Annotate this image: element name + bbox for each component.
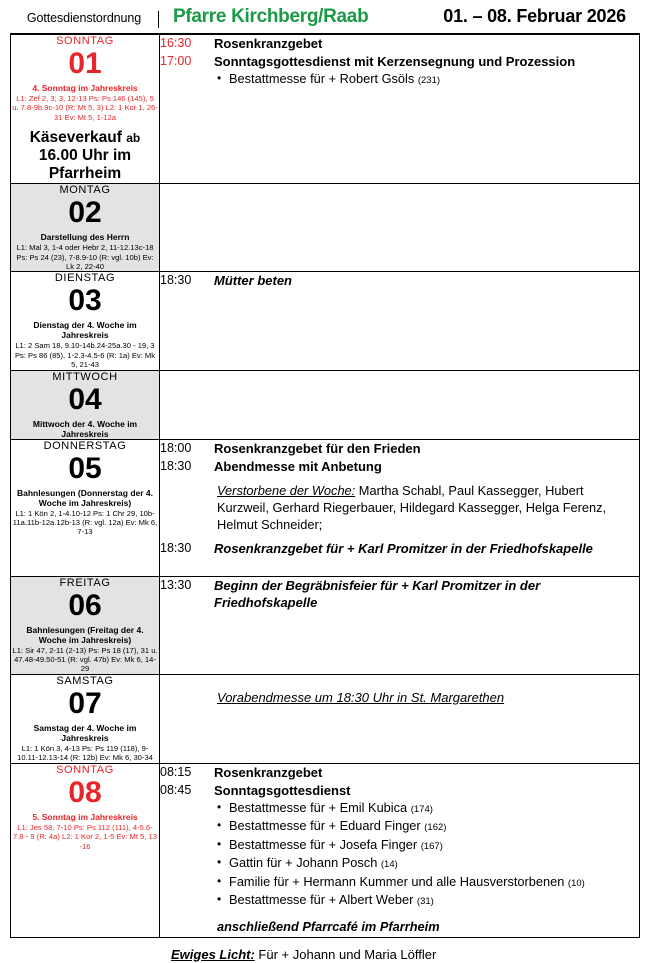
daycell-08 xyxy=(11,763,160,937)
day-name: MITTWOCH xyxy=(52,370,118,383)
intention-number: (162) xyxy=(424,822,447,834)
table-row xyxy=(11,674,640,763)
deceased-of-week xyxy=(217,482,639,533)
day-name: DIENSTAG xyxy=(54,272,116,285)
event-text: Beginn der Begräbnisfeier für + Karl Promitzer in der Friedhofskapelle xyxy=(214,577,541,610)
day-number: 03 xyxy=(68,284,102,318)
special-announcement xyxy=(11,129,159,183)
list-item xyxy=(217,818,639,837)
feast-name: Bahnlesungen (Freitag der 4. Woche im Jahreskreis) xyxy=(26,624,144,645)
readings-text: L1: Mal 3, 1-4 oder Hebr 2, 11-12.13c-18 Ps: Ps 24 (23), 7-8.9-10 (R: vgl. 10b) Ev: Lk 2, 22-40 xyxy=(16,243,154,272)
list-item xyxy=(217,874,639,893)
event-row xyxy=(160,458,639,475)
special-main: Käseverkauf xyxy=(29,129,122,147)
event-row xyxy=(160,577,639,611)
day-name: MONTAG xyxy=(59,184,111,197)
event-text: Sonntagsgottesdienst mit Kerzensegnung und Prozession xyxy=(214,54,576,69)
day-number: 01 xyxy=(68,47,102,80)
day-name: SONNTAG xyxy=(56,35,114,47)
feast-name: Bahnlesungen (Donnerstag der 4. Woche im Jahreskreis) xyxy=(16,487,154,508)
page-header xyxy=(10,6,640,34)
daycell-06 xyxy=(11,576,160,674)
feast-name: 5. Sonntag im Jahreskreis xyxy=(32,811,138,822)
event-row xyxy=(160,764,639,781)
deceased-label: Verstorbene der Woche: xyxy=(217,482,356,498)
event-time: 18:30 xyxy=(160,273,192,288)
event-time: 17:00 xyxy=(160,54,192,68)
day-name: DONNERSTAG xyxy=(43,439,127,452)
intention-text: Bestattmesse für + Eduard Finger xyxy=(229,818,421,834)
readings-text: L1: 1 Kön 2, 1-4.10-12 Ps: 1 Chr 29, 10b-11a.11b-12a.12b-13 (R: vgl. 12a) Ev: Mk 6, 7-13 xyxy=(12,508,158,537)
event-row xyxy=(160,53,639,70)
list-item xyxy=(217,837,639,856)
content-02 xyxy=(160,184,640,272)
table-row xyxy=(11,35,640,184)
parish-title: Pfarre Kirchberg/Raab xyxy=(173,6,369,27)
day-number: 04 xyxy=(68,382,102,416)
deceased-names: Martha Schabl, Paul Kassegger, Hubert Kurzweil, Gerhard Riegerbauer, Hildegard Kassegger, Helga Ferenz, Helmut Schneider; xyxy=(217,482,607,532)
content-03 xyxy=(160,272,640,370)
event-text: Rosenkranzgebet für den Frieden xyxy=(214,440,421,456)
table-row xyxy=(11,370,640,439)
date-range: 01. – 08. Februar 2026 xyxy=(443,6,626,26)
daycell-03 xyxy=(11,272,160,370)
intention-text: Bestattmesse für + Emil Kubica xyxy=(229,799,408,815)
content-08 xyxy=(160,763,640,937)
daycell-02 xyxy=(11,184,160,272)
event-text: Mütter beten xyxy=(214,273,292,289)
intention-number: (167) xyxy=(420,840,443,852)
table-row xyxy=(11,576,640,674)
intention-number: (10) xyxy=(567,877,585,889)
event-text: Rosenkranzgebet xyxy=(214,764,323,780)
day-number: 07 xyxy=(68,686,102,720)
feast-name: Dienstag der 4. Woche im Jahreskreis xyxy=(33,320,137,341)
event-time: 08:45 xyxy=(160,782,192,797)
intention-text: Bestattmesse für + Robert Gsöls xyxy=(229,71,415,86)
intention-number: (174) xyxy=(410,803,433,815)
list-item xyxy=(217,855,639,874)
day-number: 05 xyxy=(68,451,102,485)
day-name: FREITAG xyxy=(59,576,111,589)
special-small: ab xyxy=(126,131,141,146)
readings-text: L1: Sir 47, 2-11 (2-13) Ps: Ps 18 (17), 31 u. 47.48-49.50-51 (R: vgl. 47b) Ev: Mk 6, 14-29 xyxy=(12,645,158,674)
daycell-07 xyxy=(11,674,160,763)
readings-text: L1: 2 Sam 18, 9.10-14b.24-25a.30 - 19, 3 Ps: Ps 86 (85), 1-2.3-4.5-6 (R: 1a) Ev: Mk 5, 21-43 xyxy=(14,341,156,370)
intention-text: Gattin für + Johann Posch xyxy=(229,855,378,871)
eternal-light-label: Ewiges Licht: xyxy=(171,946,255,962)
event-time: 18:30 xyxy=(160,540,192,555)
event-time: 18:00 xyxy=(160,440,192,455)
event-row xyxy=(160,440,639,457)
event-time: 08:15 xyxy=(160,764,192,779)
intention-text: Familie für + Hermann Kummer und alle Hausverstorbenen xyxy=(229,873,565,889)
table-row xyxy=(11,763,640,937)
content-05 xyxy=(160,439,640,576)
readings-text: L1: Jes 58, 7-10 Ps: Ps 112 (111), 4-5.6-7.8 - 9 (R: 4a) L2: 1 Kor 2, 1-5 Ev: Mt 5, 13 -16 xyxy=(13,822,157,851)
table-row xyxy=(11,272,640,370)
after-service-note: anschließend Pfarrcafé im Pfarrheim xyxy=(217,918,440,934)
event-row xyxy=(160,782,639,799)
event-text: Sonntagsgottesdienst xyxy=(214,782,351,798)
feast-name: Mittwoch der 4. Woche im Jahreskreis xyxy=(32,418,138,439)
event-row xyxy=(160,35,639,52)
intention-number: (14) xyxy=(380,859,398,871)
intention-list xyxy=(217,71,639,90)
feast-name: 4. Sonntag im Jahreskreis xyxy=(32,83,138,93)
daycell-01 xyxy=(11,35,160,184)
table-row xyxy=(11,439,640,576)
daycell-05 xyxy=(11,439,160,576)
event-time: 18:30 xyxy=(160,458,192,473)
readings-text: L1: Zef 2, 3; 3, 12-13 Ps: Ps 146 (145), 5 u. 7.8-9b.9c-10 (R: Mt 5, 3) L2: 1 Kor 1, 26-31 Ev: Mt 5, 1-12a xyxy=(12,94,158,122)
special-line2: 16.00 Uhr im Pfarrheim xyxy=(38,147,132,183)
event-text: Rosenkranzgebet für + Karl Promitzer in der Friedhofskapelle xyxy=(214,540,593,556)
eternal-light-text: Für + Johann und Maria Löffler xyxy=(258,946,437,962)
event-row xyxy=(160,540,639,557)
event-time: 16:30 xyxy=(160,36,192,50)
day-name: SAMSTAG xyxy=(56,674,114,687)
content-06 xyxy=(160,576,640,674)
event-text: Rosenkranzgebet xyxy=(214,36,323,51)
list-item xyxy=(217,800,639,819)
event-row xyxy=(160,272,639,289)
section-label: Gottesdienstordnung xyxy=(10,11,159,28)
event-text: Abendmesse mit Anbetung xyxy=(214,458,382,474)
vigil-mass-note: Vorabendmesse um 18:30 Uhr in St. Margarethen xyxy=(217,689,505,705)
intention-number: (231) xyxy=(417,75,441,86)
intention-text: Bestattmesse für + Josefa Finger xyxy=(229,836,418,852)
event-time: 13:30 xyxy=(160,577,192,592)
feast-name: Samstag der 4. Woche im Jahreskreis xyxy=(33,722,137,743)
readings-text: L1: 1 Kön 3, 4-13 Ps: Ps 119 (118), 9-10.11-12.13-14 (R: 12b) Ev: Mk 6, 30-34 xyxy=(17,743,153,763)
list-item xyxy=(217,892,639,911)
list-item xyxy=(217,71,639,90)
content-07 xyxy=(160,674,640,763)
content-01 xyxy=(160,35,640,184)
schedule-table xyxy=(10,34,640,938)
day-number: 06 xyxy=(68,588,102,622)
intention-number: (31) xyxy=(416,896,434,908)
daycell-04 xyxy=(11,370,160,439)
feast-name: Darstellung des Herrn xyxy=(40,232,130,243)
table-row xyxy=(11,184,640,272)
day-number: 08 xyxy=(68,775,102,809)
day-number: 02 xyxy=(68,196,102,230)
eternal-light-footer xyxy=(10,938,640,963)
day-name: SONNTAG xyxy=(56,763,114,776)
intention-text: Bestattmesse für + Albert Weber xyxy=(229,892,414,908)
content-04 xyxy=(160,370,640,439)
intention-list xyxy=(217,800,639,911)
